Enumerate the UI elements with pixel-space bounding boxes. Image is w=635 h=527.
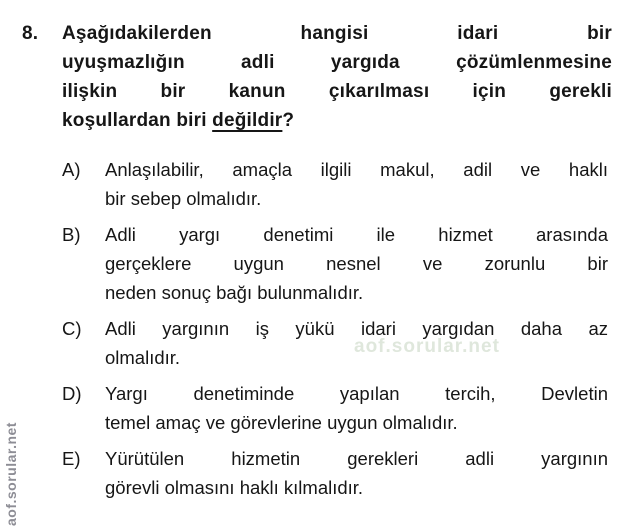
- watermark-left-vertical: aof.sorular.net: [3, 422, 19, 526]
- option-line: Yürütülen hizmetin gerekleri adli yargının: [105, 448, 608, 469]
- option-line: gerçeklere uygun nesnel ve zorunlu bir: [105, 253, 608, 274]
- option-text: [105, 220, 608, 307]
- option-line: görevli olmasını haklı kılmalıdır.: [105, 477, 364, 498]
- option-letter: C): [62, 318, 82, 339]
- option-row-b: [62, 220, 608, 307]
- option-line: bir sebep olmalıdır.: [105, 188, 262, 209]
- question-line: Aşağıdakilerden hangisi idari bir: [62, 23, 612, 44]
- option-line: Adli yargı denetimi ile hizmet arasında: [105, 224, 608, 245]
- options-list: [0, 135, 635, 502]
- question-line: uyuşmazlığın adli yargıda çözümlenmesine: [62, 52, 612, 73]
- option-text: [105, 444, 608, 502]
- option-line: Yargı denetiminde yapılan tercih, Devletin: [105, 383, 608, 404]
- option-text: [105, 314, 608, 372]
- question-last-line: [62, 106, 612, 135]
- question-last-line-pre: koşullardan biri: [62, 110, 213, 131]
- option-line: Anlaşılabilir, amaçla ilgili makul, adil ve haklı: [105, 159, 608, 180]
- option-line: neden sonuç bağı bulunmalıdır.: [105, 282, 364, 303]
- question-text: [62, 19, 612, 135]
- watermark-center: aof.sorular.net: [354, 336, 500, 357]
- question-last-line-post: ?: [282, 110, 295, 131]
- question-block: [0, 0, 635, 135]
- option-row-e: [62, 444, 608, 502]
- option-letter: D): [62, 383, 82, 404]
- option-letter: B): [62, 224, 81, 245]
- option-letter: E): [62, 448, 81, 469]
- option-row-d: [62, 379, 608, 437]
- option-text: [105, 155, 608, 213]
- option-text: [105, 379, 608, 437]
- underlined-keyword: değildir: [212, 110, 283, 131]
- option-row-c: [62, 314, 608, 372]
- option-line: Adli yargının iş yükü idari yargıdan daha az: [105, 318, 608, 339]
- question-line: ilişkin bir kanun çıkarılması için gerekli: [62, 81, 612, 102]
- option-line: temel amaç ve görevlerine uygun olmalıdır.: [105, 412, 458, 433]
- question-number: 8.: [22, 23, 39, 44]
- option-letter: A): [62, 159, 81, 180]
- option-line: olmalıdır.: [105, 347, 181, 368]
- option-row-a: [62, 155, 608, 213]
